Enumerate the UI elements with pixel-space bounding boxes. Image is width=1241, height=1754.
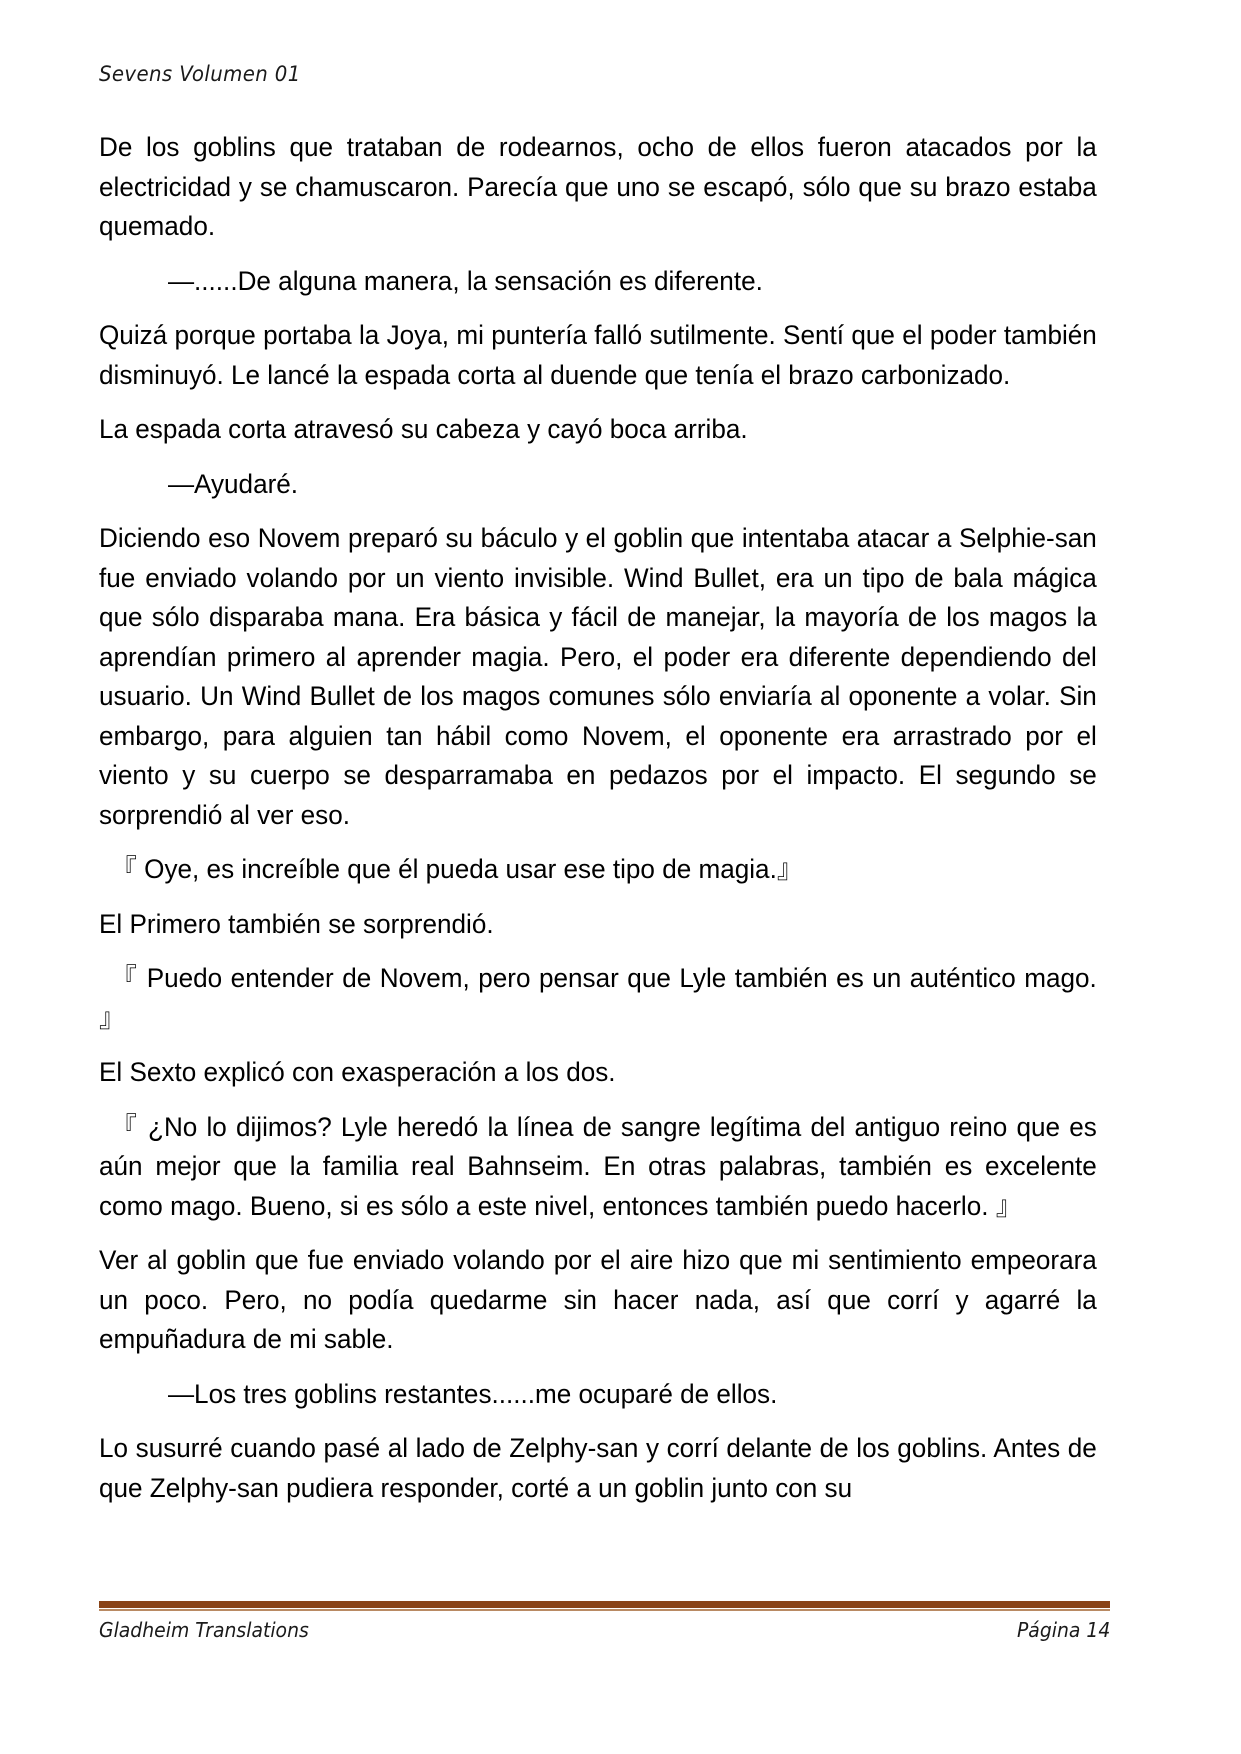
page-header	[99, 62, 1109, 102]
paragraph: Quizá porque portaba la Joya, mi puntería falló sutilmente. Sentí que el poder también disminuyó. Le lancé la espada corta al duende que tenía el brazo carbonizado.	[99, 320, 1097, 390]
paragraph: El Sexto explicó con exasperación a los dos.	[99, 1057, 616, 1087]
page-footer	[99, 1618, 1110, 1642]
document-body	[99, 128, 1112, 1508]
paragraph: Lo susurré cuando pasé al lado de Zelphy-san y corrí delante de los goblins. Antes de que Zelphy-san pudiera responder, corté a un goblin junto con su	[99, 1433, 1097, 1503]
footer-translator-credit: Gladheim Translations	[99, 1618, 309, 1642]
footer-divider	[99, 1601, 1110, 1611]
paragraph: La espada corta atravesó su cabeza y cayó boca arriba.	[99, 414, 748, 444]
footer-page-number: Página 14	[1016, 1618, 1110, 1642]
footer-rule-thin	[99, 1609, 1110, 1611]
paragraph: —Ayudaré.	[167, 468, 299, 499]
paragraph: —Los tres goblins restantes......me ocuparé de ellos.	[167, 1378, 778, 1409]
paragraph: 『 ¿No lo dijimos? Lyle heredó la línea de sangre legítima del antiguo reino que es aún mejor que la familia real Bahnseim. En otras palabras, también es excelente como mago. Bueno, si es sólo a este nivel, entonces también puedo hacerlo. 』	[99, 1111, 1097, 1221]
paragraph: Diciendo eso Novem preparó su báculo y el goblin que intentaba atacar a Selphie-san fue enviado volando por un viento invisible. Wind Bullet, era un tipo de bala mágica que sólo disparaba mana. Era básica y fácil de manejar, la mayoría de los magos la aprendían primero al aprender magia. Pero, el poder era diferente dependiendo del usuario. Un Wind Bullet de los magos comunes sólo enviaría al oponente a volar. Sin embargo, para alguien tan hábil como Novem, el oponente era arrastrado por el viento y su cuerpo se desparramaba en pedazos por el impacto. El segundo se sorprendió al ver eso.	[99, 523, 1097, 830]
paragraph: El Primero también se sorprendió.	[99, 908, 494, 939]
footer-rule-thick	[99, 1601, 1110, 1608]
header-title: Sevens Volumen 01	[99, 62, 301, 86]
paragraph: Ver al goblin que fue enviado volando por el aire hizo que mi sentimiento empeorara un poco. Pero, no podía quedarme sin hacer nada, así que corrí y agarré la empuñadura de mi sable.	[99, 1245, 1097, 1354]
paragraph: 『 Oye, es increíble que él pueda usar ese tipo de magia.』	[110, 854, 803, 884]
paragraph: De los goblins que trataban de rodearnos, ocho de ellos fueron atacados por la electricidad y se chamuscaron. Parecía que uno se escapó, sólo que su brazo estaba quemado.	[99, 132, 1097, 241]
paragraph: 『 Puedo entender de Novem, pero pensar que Lyle también es un auténtico mago. 』	[99, 963, 1097, 1033]
paragraph: —......De alguna manera, la sensación es diferente.	[167, 265, 763, 296]
